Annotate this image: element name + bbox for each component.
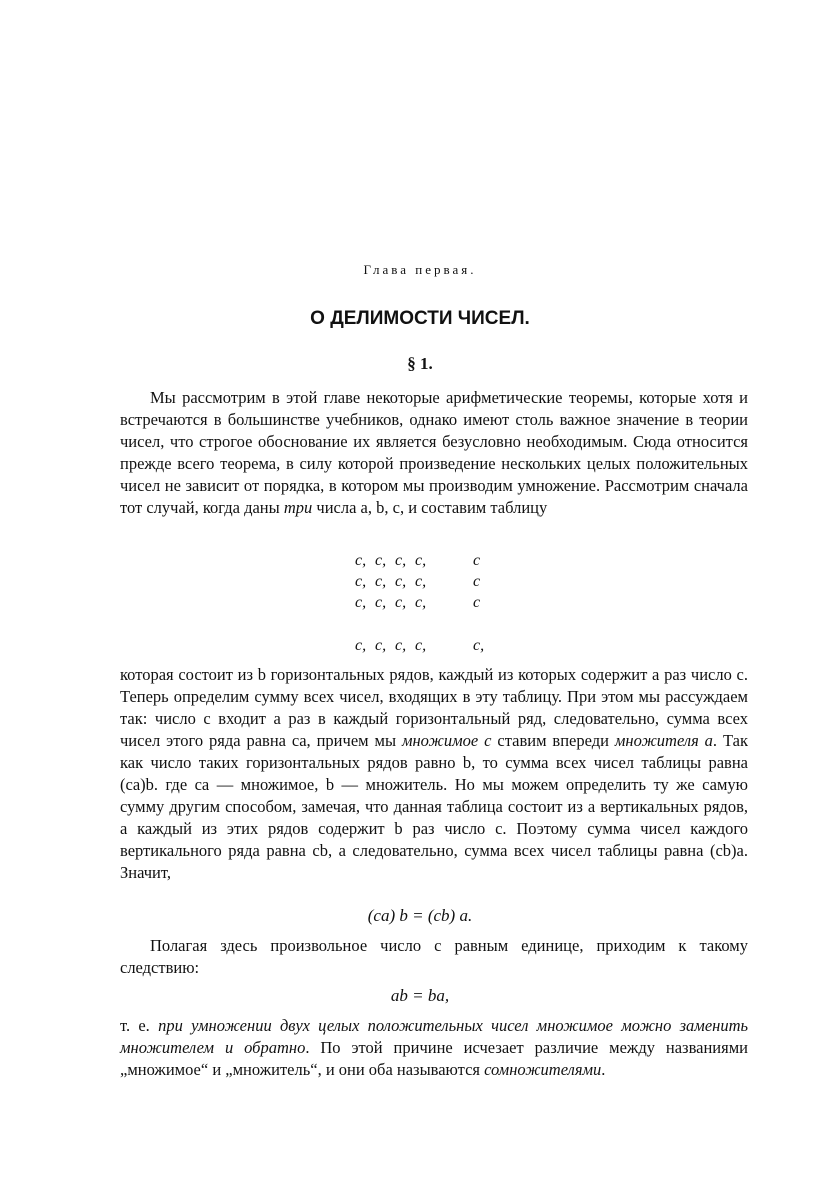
table-row	[355, 635, 484, 656]
paragraph-2-text-c: . Так как число таких горизонтальных рядов равно b, то сумма всех чисел таблицы равна (ca)b. где ca — множимое, b — множитель. Но мы можем определить ту же самую сумму другим способом, замечая, что данная таблица состоит из a вертикальных рядов, а каждый из этих рядов содержит b раз число c. Поэтому сумма чисел каждого вертикального ряда равна cb, а следовательно, сумма всех чисел таблицы равна (cb)a. Значит,	[120, 731, 748, 882]
paragraph-4-text-a: т. е.	[120, 1016, 159, 1035]
table-cell: c,	[375, 594, 387, 611]
paragraph-3: Полагая здесь произвольное число c равным единице, приходим к такому следствию:	[120, 936, 748, 977]
chapter-heading: Глава первая.	[363, 262, 477, 277]
paragraph-1	[120, 387, 748, 519]
formula-commutativity: ab = ba,	[390, 986, 450, 1005]
table-cell: c,	[473, 637, 485, 654]
table-cell: c	[473, 594, 481, 611]
table-row	[355, 592, 484, 613]
table-cell: c,	[375, 637, 387, 654]
paragraph-1-italic: три	[283, 498, 313, 517]
table-cell: c,	[355, 573, 367, 590]
table-cell: c,	[415, 594, 427, 611]
table-cell: c,	[355, 637, 367, 654]
table-cell: c,	[355, 594, 367, 611]
paragraph-4-text-b: . По этой причине исчезает различие между названиями „множимое“ и „множитель“, и они оба называются	[120, 1038, 748, 1079]
chapter-title: О ДЕЛИМОСТИ ЧИСЕЛ.	[310, 308, 530, 329]
section-number: § 1.	[407, 354, 433, 373]
table-cell: c,	[395, 594, 407, 611]
formula-associativity: (ca) b = (cb) a.	[367, 906, 473, 925]
table-row	[355, 571, 484, 592]
paragraph-2-text-b: ставим впереди	[491, 731, 615, 750]
paragraph-2	[120, 664, 748, 884]
table-cell: c,	[395, 552, 407, 569]
table-cell: c,	[415, 637, 427, 654]
paragraph-4-italic-2: сомножителями	[484, 1060, 602, 1079]
paragraph-2-italic-2: множителя a	[614, 731, 713, 750]
table-cell: c,	[395, 573, 407, 590]
c-table	[355, 550, 484, 656]
table-cell: c,	[375, 552, 387, 569]
table-cell: c,	[375, 573, 387, 590]
table-cell: c,	[395, 637, 407, 654]
paragraph-4	[120, 1015, 748, 1081]
paragraph-2-italic-1: множимое c	[401, 731, 492, 750]
table-row	[355, 550, 484, 571]
table-cell: c	[473, 573, 481, 590]
paragraph-2-text-a: которая состоит из b горизонтальных рядов, каждый из которых содержит a раз число c. Теперь определим сумму всех чисел, входящих в эту таблицу. При этом мы рассуждаем так: число c входит a раз в каждый горизонтальный ряд, следовательно, сумма всех чисел этого ряда равна ca, причем мы	[120, 665, 748, 750]
paragraph-1-text: Мы рассмотрим в этой главе некоторые арифметические теоремы, которые хотя и встречаются в большинстве учебников, однако имеют столь важное значение в теории чисел, что строгое обоснование их является безусловно необходимым. Сюда относится прежде всего теорема, в силу которой произведение нескольких целых положительных чисел не зависит от порядка, в котором мы производим умножение. Рассмотрим сначала тот случай, когда даны	[120, 388, 748, 517]
table-cell: c	[473, 552, 481, 569]
paragraph-4-italic-1: при умножении двух целых положительных чисел множимое можно заменить множителем и обратно	[120, 1016, 749, 1057]
table-cell: c,	[415, 573, 427, 590]
paragraph-4-text-c: .	[601, 1060, 606, 1079]
table-cell: c,	[355, 552, 367, 569]
paragraph-1-end: числа a, b, c, и составим таблицу	[312, 498, 548, 517]
table-cell: c,	[415, 552, 427, 569]
